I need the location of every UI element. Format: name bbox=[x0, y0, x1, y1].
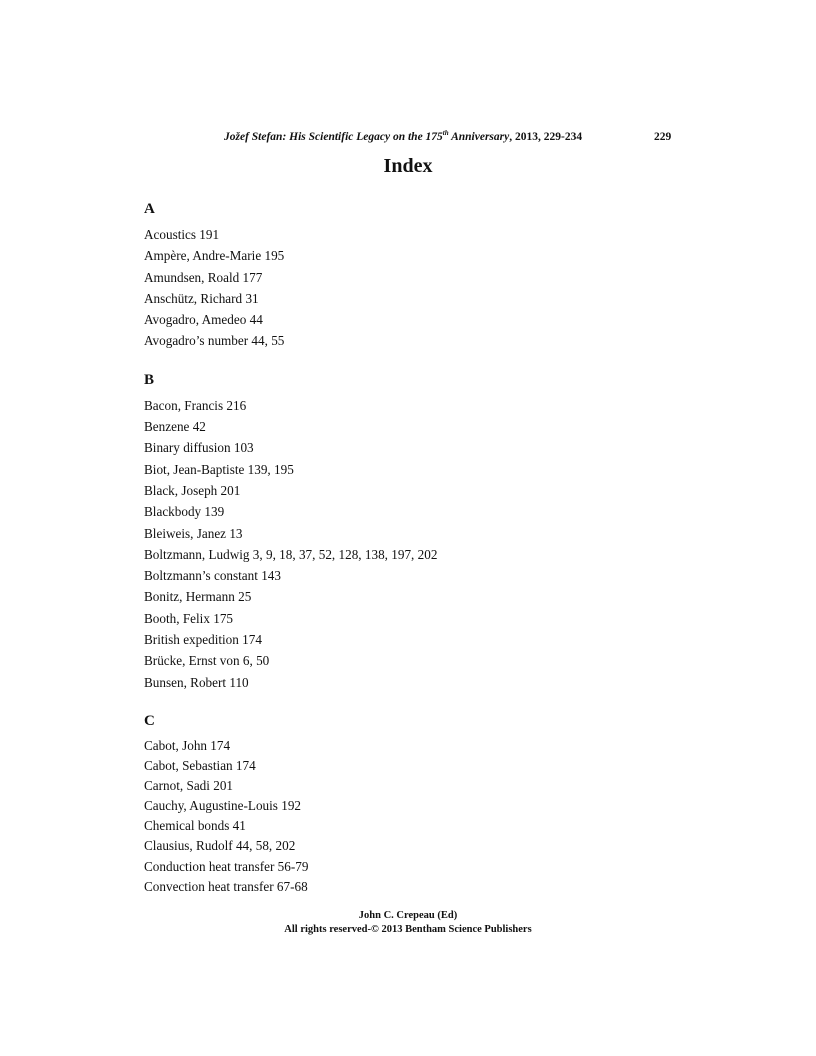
section-letter: B bbox=[144, 371, 155, 388]
index-entry: Binary diffusion 103 bbox=[144, 440, 254, 456]
index-entry: Bacon, Francis 216 bbox=[144, 397, 247, 413]
index-section-a bbox=[144, 199, 704, 352]
page-title: Index bbox=[383, 155, 433, 177]
index-entry: Boltzmann’s constant 143 bbox=[144, 568, 281, 584]
index-section-c bbox=[144, 711, 704, 897]
index-entry: Convection heat transfer 67-68 bbox=[144, 878, 308, 894]
index-entry: Boltzmann, Ludwig 3, 9, 18, 37, 52, 128, 138, 197, 202 bbox=[144, 546, 438, 562]
index-entry: Amundsen, Roald 177 bbox=[144, 269, 263, 285]
index-entry: Ampère, Andre-Marie 195 bbox=[144, 248, 285, 264]
journal-citation bbox=[224, 131, 582, 143]
footer-editor: John C. Crepeau (Ed) bbox=[358, 910, 458, 921]
footer-rights: All rights reserved-© 2013 Bentham Science Publishers bbox=[284, 923, 532, 935]
index-entry: Conduction heat transfer 56-79 bbox=[144, 858, 309, 874]
index-entry: Cabot, Sebastian 174 bbox=[144, 758, 256, 774]
index-entry: Bleiweis, Janez 13 bbox=[144, 525, 243, 541]
index-entry: Booth, Felix 175 bbox=[144, 610, 234, 626]
index-entry: British expedition 174 bbox=[144, 632, 262, 648]
index-entry: Clausius, Rudolf 44, 58, 202 bbox=[144, 838, 296, 854]
page-number: 229 bbox=[654, 131, 672, 143]
index-entry: Cauchy, Augustine-Louis 192 bbox=[144, 798, 302, 814]
index-entry: Blackbody 139 bbox=[144, 504, 225, 520]
index-entry: Anschütz, Richard 31 bbox=[144, 290, 259, 306]
page-footer bbox=[0, 909, 816, 936]
index-entry: Bunsen, Robert 110 bbox=[144, 674, 249, 690]
journal-name: Jožef Stefan: His Scientific Legacy on the 175 bbox=[224, 131, 443, 143]
journal-ordinal-suffix: th bbox=[442, 129, 449, 137]
index-entry: Avogadro’s number 44, 55 bbox=[144, 333, 285, 349]
index-section-b bbox=[144, 370, 704, 693]
index-entry: Brücke, Ernst von 6, 50 bbox=[144, 653, 270, 669]
index-entry: Cabot, John 174 bbox=[144, 737, 231, 753]
index-entry: Biot, Jean-Baptiste 139, 195 bbox=[144, 461, 294, 477]
index-entry: Carnot, Sadi 201 bbox=[144, 778, 234, 794]
entry-list bbox=[144, 736, 704, 897]
index-body bbox=[144, 199, 704, 897]
section-letter: C bbox=[144, 712, 155, 729]
entry-list bbox=[144, 395, 704, 693]
index-entry: Bonitz, Hermann 25 bbox=[144, 589, 252, 605]
entry-list bbox=[144, 224, 704, 352]
index-entry: Black, Joseph 201 bbox=[144, 482, 241, 498]
index-entry: Chemical bonds 41 bbox=[144, 818, 246, 834]
journal-year-pages: , 2013, 229-234 bbox=[509, 131, 583, 143]
index-entry: Avogadro, Amedeo 44 bbox=[144, 312, 263, 328]
running-header bbox=[0, 131, 816, 149]
section-letter: A bbox=[144, 201, 155, 217]
journal-name-suffix: Anniversary bbox=[448, 131, 510, 143]
index-entry: Benzene 42 bbox=[144, 419, 206, 435]
index-entry: Acoustics 191 bbox=[144, 227, 220, 242]
